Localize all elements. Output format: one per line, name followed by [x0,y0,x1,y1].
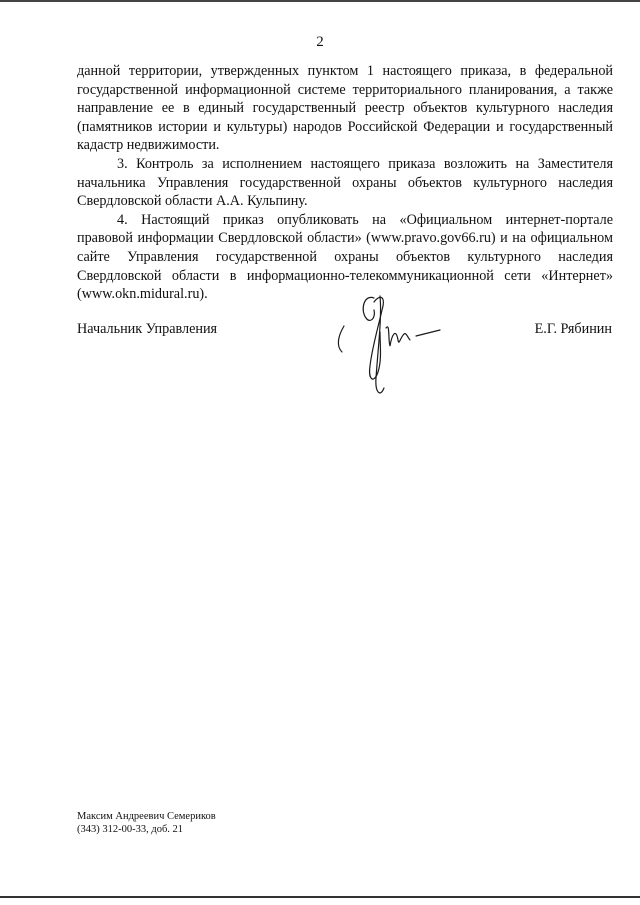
handwritten-signature [330,288,450,403]
page-top-edge [0,0,640,2]
signatory-title: Начальник Управления [77,321,218,337]
page-bottom-edge [0,896,640,898]
paragraph-item-4: 4. Настоящий приказ опубликовать на «Официальном интернет-портале правовой информации Свердловской области» (www.pravo.gov66.ru) и на официальном сайте Управления государственной охраны объектов культурного наследия Свердловской области в информационно-телекоммуникационной сети «Интернет» (www.okn.midural.ru). [77,211,613,303]
paragraph-continuation: данной территории, утвержденных пунктом 1 настоящего приказа, в федеральной государственной информационной системе территориального планирования, а также направление ее в единый государственный реестр объектов культурного наследия (памятников истории и культуры) народов Российской Федерации и государственный кадастр недвижимости. [77,63,613,154]
contact-block [77,810,216,836]
contact-name: Максим Андреевич Семериков [77,811,216,822]
document-body [77,62,613,304]
contact-phone: (343) 312-00-33, доб. 21 [77,824,184,835]
paragraph-item-3: 3. Контроль за исполнением настоящего приказа возложить на Заместителя начальника Управления государственной охраны объектов культурного наследия Свердловской области А.А. Кульпину. [77,155,613,210]
signatory-name: Е.Г. Рябинин [534,321,612,337]
page-number: 2 [316,34,324,50]
